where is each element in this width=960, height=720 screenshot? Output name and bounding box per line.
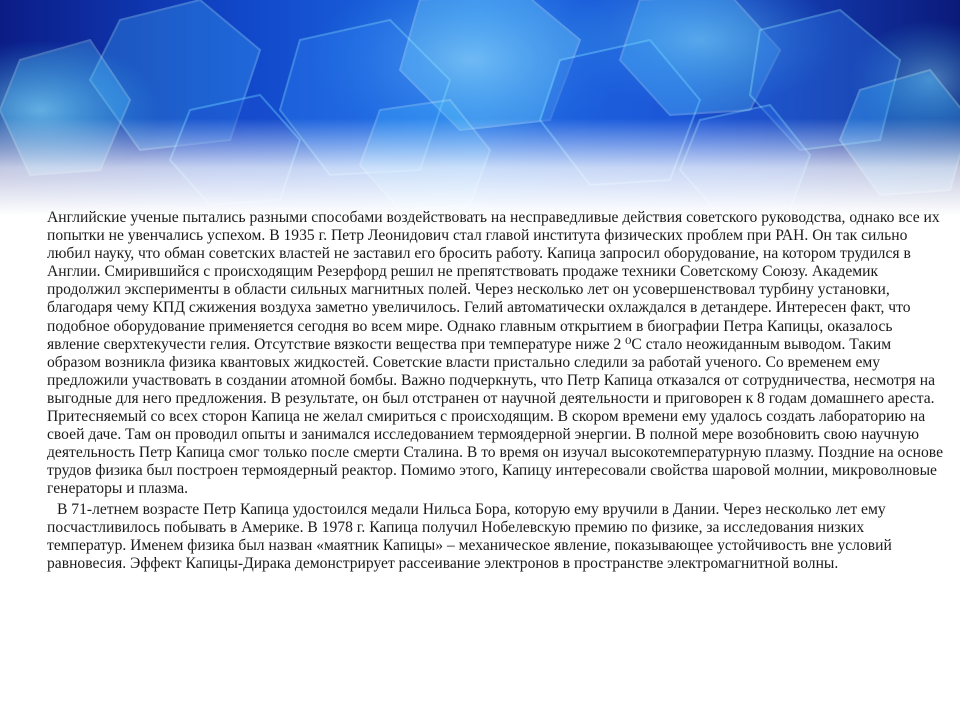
abstract-hexagon-background xyxy=(0,0,960,215)
paragraph-1: Английские ученые пытались разными способами воздействовать на несправедливые действия советского руководства, однако все их попытки не увенчались успехом. В 1935 г. Петр Леонидович стал главой института физических проблем при РАН. Он так сильно любил науку, что обман советских властей не заставил его бросить работу. Капица запросил оборудование, на котором трудился в Англии. Смирившийся с происходящим Резерфорд решил не препятствовать продаже техники Советскому Союзу. Академик продолжил эксперименты в области сильных магнитных полей. Через несколько лет он усовершенствовал турбину установки, благодаря чему КПД сжижения воздуха заметно увеличилось. Гелий автоматически охлаждался в детандере. Интересен факт, что подобное оборудование применяется сегодня во всем мире. Однако главным открытием в биографии Петра Капицы, оказалось явление сверхтекучести гелия. Отсутствие вязкости вещества при температуре ниже 2 ⁰С стало неожиданным выводом. Таким образом возникла физика квантовых жидкостей. Советские власти пристально следили за работай ученого. Со временем ему предложили участвовать в создании атомной бомбы. Важно подчеркнуть, что Петр Капица отказался от сотрудничества, несмотря на выгодные для него предложения. В результате, он был отстранен от научной деятельности и приговорен к 8 годам домашнего ареста. Притесняемый со всех сторон Капица не желал смириться с происходящим. В скором времени ему удалось создать лабораторию на своей даче. Там он проводил опыты и занимался исследованием термоядерной энергии. В полной мере возобновить свою научную деятельность Петр Капица смог только после смерти Сталина. В то время он изучал высокотемпературную плазму. Поздние на основе трудов физика был построен термоядерный реактор. Помимо этого, Капицу интересовали свойства шаровой молнии, микроволновые генераторы и плазма. xyxy=(47,209,943,498)
decorative-banner-image xyxy=(0,0,960,215)
paragraph-2: В 71-летнем возрасте Петр Капица удостоился медали Нильса Бора, которую ему вручили в Дании. Через несколько лет ему посчастливилось побывать в Америке. В 1978 г. Капица получил Нобелевскую премию по физике, за исследования низких температур. Именем физика был назван «маятник Капицы» – механическое явление, показывающее устойчивость вне условий равновесия. Эффект Капицы-Дирака демонстрирует рассеивание электронов в пространстве электромагнитной волны. xyxy=(47,500,892,572)
body-text xyxy=(47,209,947,573)
